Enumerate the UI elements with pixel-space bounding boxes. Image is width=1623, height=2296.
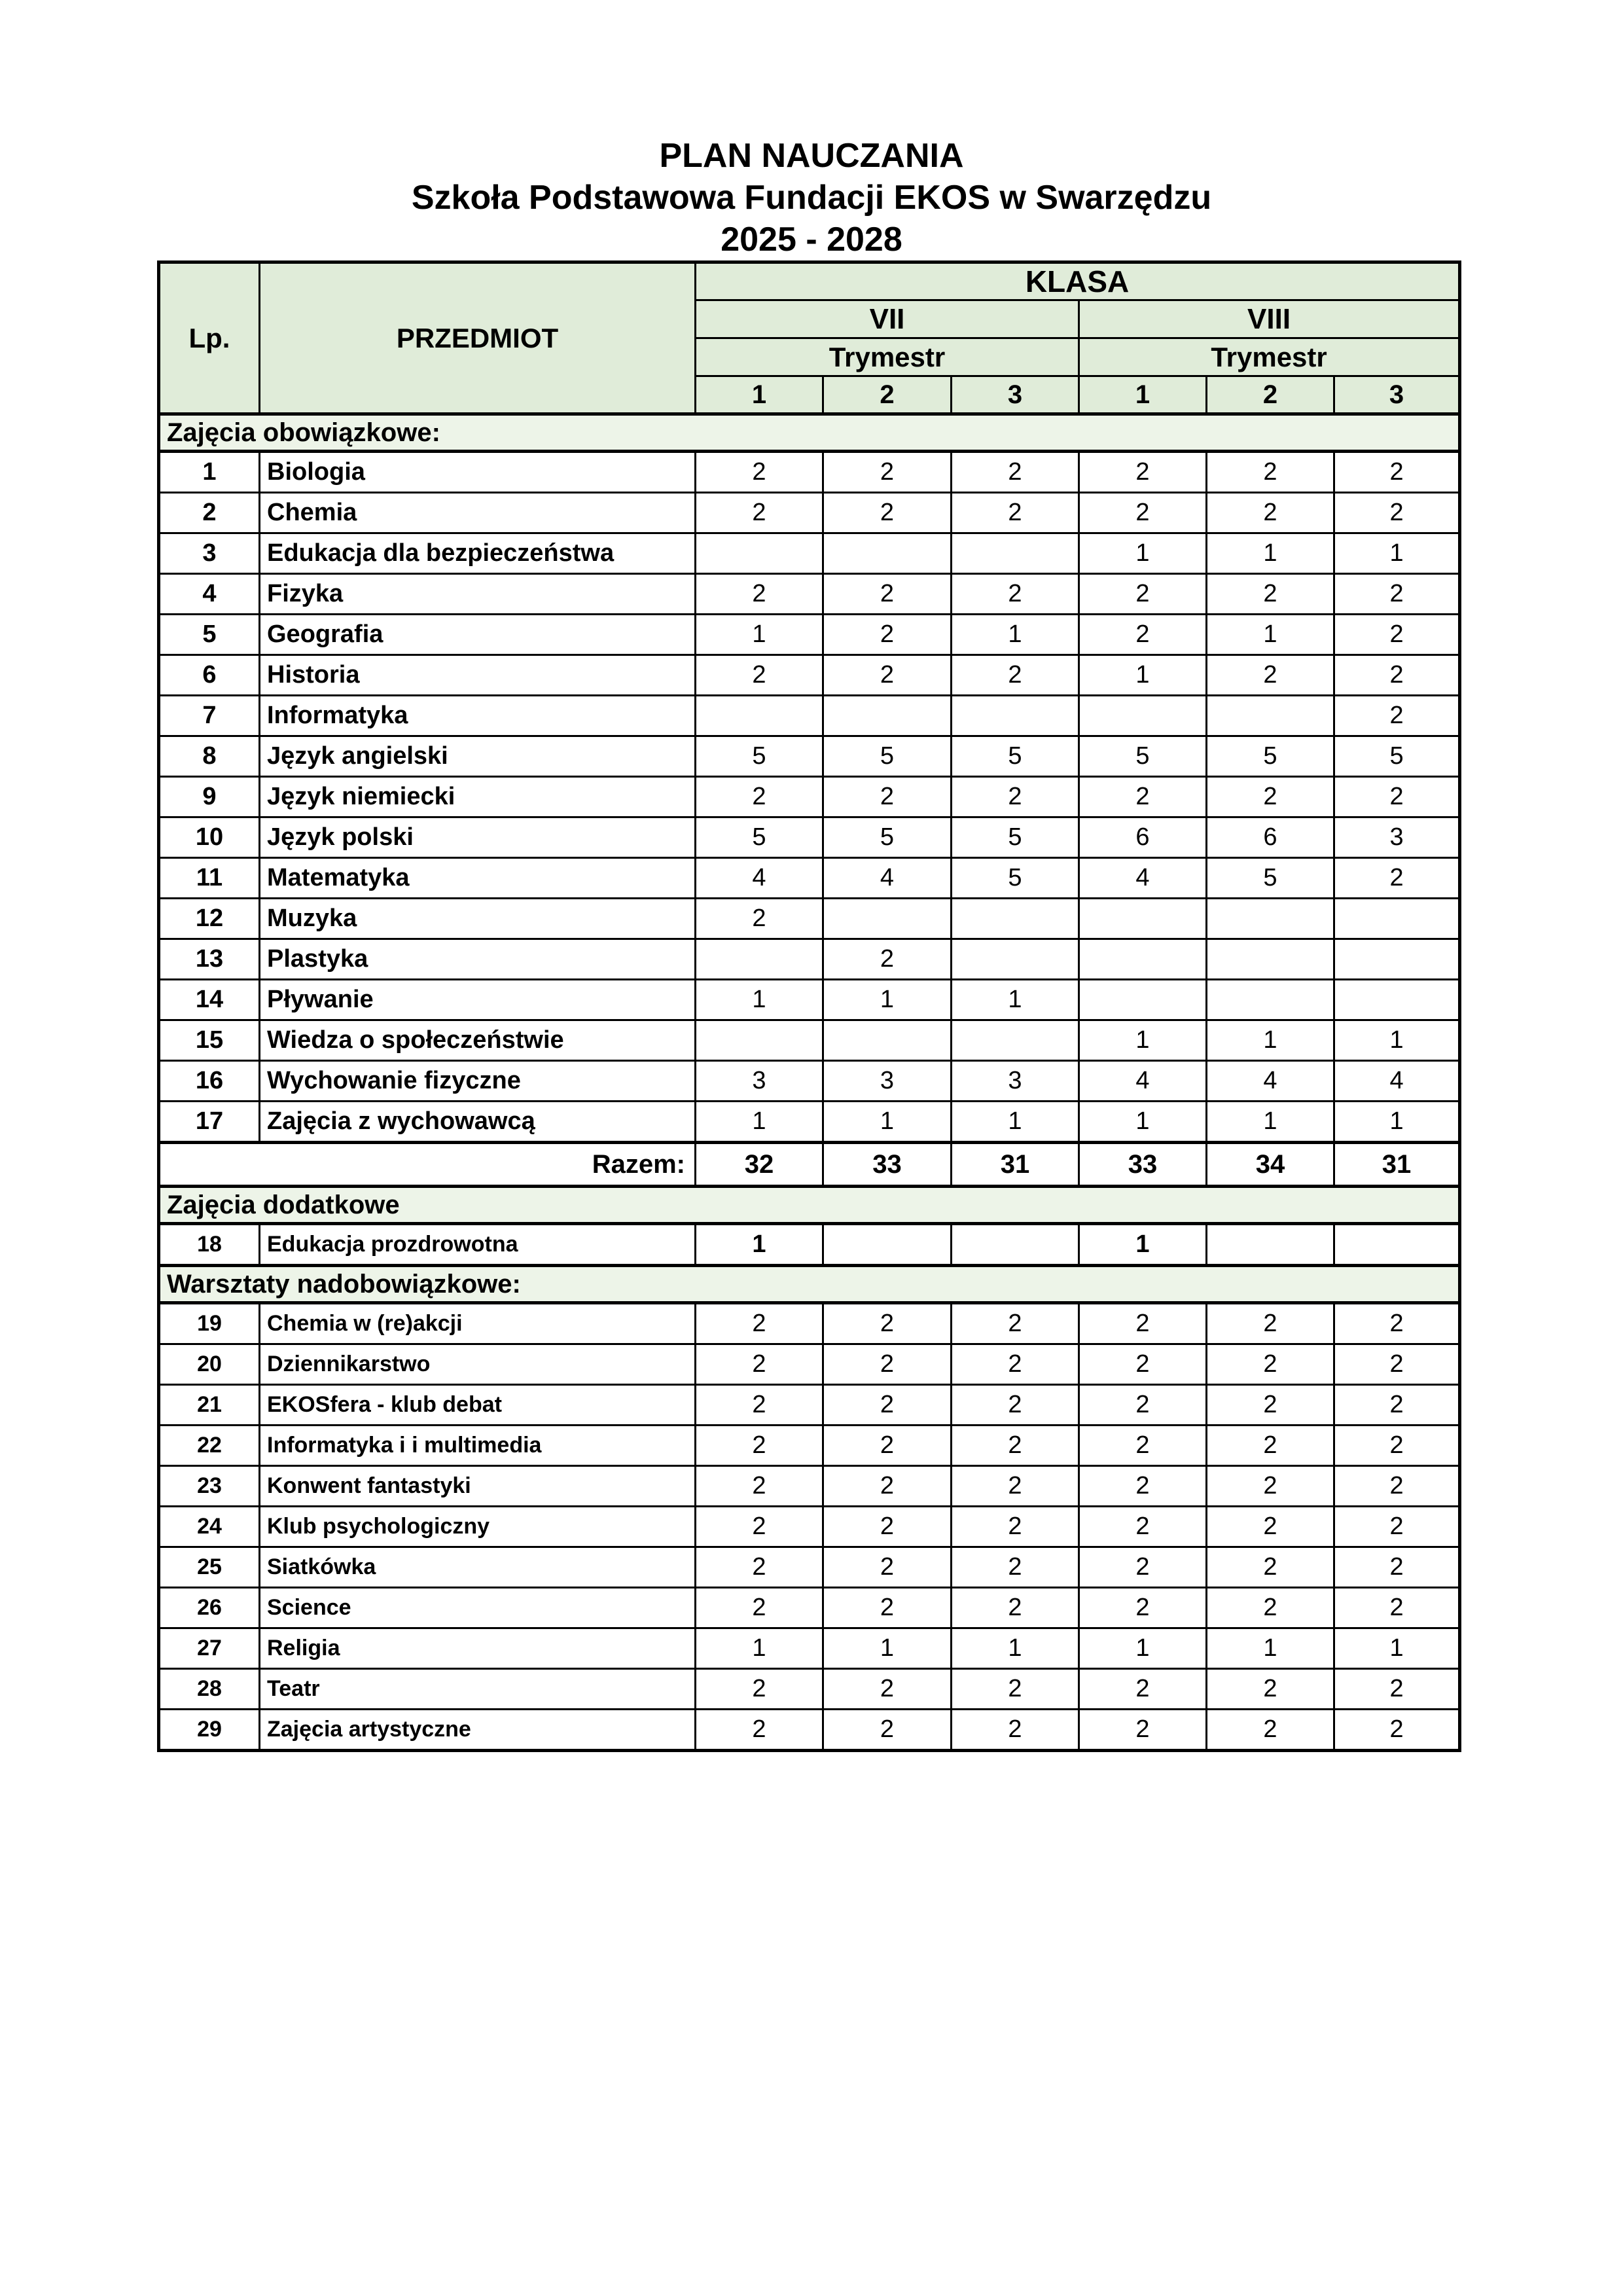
hours-value: [696, 533, 823, 574]
hours-value: 2: [1079, 1710, 1207, 1751]
hours-value: [952, 1020, 1079, 1061]
hours-value: 2: [1207, 1466, 1334, 1507]
hours-value: 1: [823, 1102, 952, 1143]
hours-value: 2: [696, 655, 823, 696]
row-number: 13: [159, 939, 260, 980]
hours-value: 2: [696, 899, 823, 939]
hours-value: [952, 1224, 1079, 1266]
row-number: 12: [159, 899, 260, 939]
total-value: 32: [696, 1143, 823, 1187]
hours-value: 3: [1334, 817, 1460, 858]
subject-name: Chemia w (re)akcji: [260, 1303, 696, 1344]
subject-name: Wychowanie fizyczne: [260, 1061, 696, 1102]
hours-value: [696, 939, 823, 980]
row-number: 1: [159, 452, 260, 493]
col-header-przedmiot: PRZEDMIOT: [260, 262, 696, 414]
hours-value: 2: [823, 615, 952, 655]
hours-value: 2: [952, 1588, 1079, 1628]
hours-value: [1334, 1224, 1460, 1266]
hours-value: 2: [1207, 1710, 1334, 1751]
hours-value: 2: [1079, 1466, 1207, 1507]
hours-value: 5: [952, 736, 1079, 777]
hours-value: [1334, 899, 1460, 939]
hours-value: 1: [1079, 1102, 1207, 1143]
hours-value: [1079, 939, 1207, 980]
col-header-klasa: KLASA: [696, 262, 1460, 300]
hours-value: [696, 1020, 823, 1061]
hours-value: 2: [823, 1547, 952, 1588]
row-number: 26: [159, 1588, 260, 1628]
hours-value: 2: [952, 1547, 1079, 1588]
subject-name: Teatr: [260, 1669, 696, 1710]
hours-value: 2: [1079, 777, 1207, 817]
hours-value: 2: [696, 1426, 823, 1466]
subject-name: Wiedza o społeczeństwie: [260, 1020, 696, 1061]
hours-value: 5: [696, 817, 823, 858]
hours-value: [1207, 899, 1334, 939]
hours-value: 2: [1334, 1547, 1460, 1588]
hours-value: 2: [1334, 1507, 1460, 1547]
hours-value: 1: [952, 980, 1079, 1020]
hours-value: 2: [1207, 452, 1334, 493]
subject-name: Plastyka: [260, 939, 696, 980]
hours-value: 2: [1207, 1507, 1334, 1547]
hours-value: 2: [1079, 1344, 1207, 1385]
hours-value: [1079, 899, 1207, 939]
hours-value: 1: [1079, 1628, 1207, 1669]
hours-value: 2: [952, 1669, 1079, 1710]
hours-value: 5: [823, 736, 952, 777]
hours-value: 1: [696, 1224, 823, 1266]
hours-value: 1: [1334, 1102, 1460, 1143]
subject-name: Język niemiecki: [260, 777, 696, 817]
col-header-trimester-3: 3: [952, 376, 1079, 414]
hours-value: 2: [1334, 452, 1460, 493]
hours-value: [952, 696, 1079, 736]
subject-name: Biologia: [260, 452, 696, 493]
hours-value: 2: [1079, 1385, 1207, 1426]
hours-value: 2: [696, 1710, 823, 1751]
hours-value: 2: [696, 1344, 823, 1385]
hours-value: 3: [952, 1061, 1079, 1102]
hours-value: [952, 899, 1079, 939]
hours-value: 2: [1334, 1385, 1460, 1426]
row-number: 11: [159, 858, 260, 899]
hours-value: 2: [1334, 1710, 1460, 1751]
hours-value: 1: [696, 1102, 823, 1143]
row-number: 20: [159, 1344, 260, 1385]
title-line-school: Szkoła Podstawowa Fundacji EKOS w Swarzędzu: [411, 179, 1212, 217]
hours-value: 2: [1207, 655, 1334, 696]
hours-value: [823, 696, 952, 736]
hours-value: 1: [1207, 1102, 1334, 1143]
row-number: 15: [159, 1020, 260, 1061]
document-title-block: [0, 135, 1623, 260]
subject-name: Historia: [260, 655, 696, 696]
hours-value: 2: [1207, 1303, 1334, 1344]
hours-value: 2: [823, 1466, 952, 1507]
hours-value: 4: [1079, 858, 1207, 899]
col-header-class-viii: VIII: [1079, 300, 1460, 338]
row-number: 2: [159, 493, 260, 533]
teaching-plan-table: [157, 260, 1461, 1752]
row-number: 28: [159, 1669, 260, 1710]
title-line-main: PLAN NAUCZANIA: [659, 137, 964, 175]
hours-value: 1: [696, 615, 823, 655]
hours-value: 2: [1334, 1344, 1460, 1385]
hours-value: 2: [1207, 1344, 1334, 1385]
hours-value: 2: [952, 1710, 1079, 1751]
hours-value: 2: [823, 1669, 952, 1710]
subject-name: Klub psychologiczny: [260, 1507, 696, 1547]
hours-value: 1: [1079, 533, 1207, 574]
col-header-trimester-1: 1: [696, 376, 823, 414]
hours-value: 1: [1207, 533, 1334, 574]
hours-value: 1: [952, 615, 1079, 655]
subject-name: Edukacja dla bezpieczeństwa: [260, 533, 696, 574]
row-number: 25: [159, 1547, 260, 1588]
hours-value: 1: [823, 980, 952, 1020]
col-header-trimester-2: 2: [823, 376, 952, 414]
hours-value: [952, 533, 1079, 574]
row-number: 4: [159, 574, 260, 615]
hours-value: 2: [1207, 574, 1334, 615]
col-header-trymestr-vii: Trymestr: [696, 338, 1079, 376]
hours-value: 2: [823, 1344, 952, 1385]
row-number: 9: [159, 777, 260, 817]
total-value: 33: [1079, 1143, 1207, 1187]
row-number: 14: [159, 980, 260, 1020]
hours-value: 1: [1079, 655, 1207, 696]
row-number: 17: [159, 1102, 260, 1143]
hours-value: 2: [1079, 452, 1207, 493]
hours-value: 2: [1334, 493, 1460, 533]
hours-value: 2: [952, 574, 1079, 615]
hours-value: 2: [1079, 1547, 1207, 1588]
hours-value: 2: [1079, 1588, 1207, 1628]
hours-value: [1207, 696, 1334, 736]
hours-value: 5: [1334, 736, 1460, 777]
hours-value: [1334, 939, 1460, 980]
hours-value: 5: [696, 736, 823, 777]
hours-value: 3: [696, 1061, 823, 1102]
subject-name: Informatyka i i multimedia: [260, 1426, 696, 1466]
hours-value: 2: [696, 1588, 823, 1628]
hours-value: 1: [696, 980, 823, 1020]
hours-value: 2: [1207, 1426, 1334, 1466]
hours-value: 2: [1207, 777, 1334, 817]
subject-name: Język angielski: [260, 736, 696, 777]
subject-name: Edukacja prozdrowotna: [260, 1224, 696, 1266]
hours-value: 2: [823, 574, 952, 615]
hours-value: 1: [696, 1628, 823, 1669]
table-body: [159, 414, 1460, 1751]
hours-value: [823, 899, 952, 939]
total-value: 31: [952, 1143, 1079, 1187]
hours-value: [1207, 980, 1334, 1020]
hours-value: 2: [1334, 655, 1460, 696]
hours-value: [1207, 939, 1334, 980]
total-value: 34: [1207, 1143, 1334, 1187]
section-header-label: Zajęcia dodatkowe: [159, 1187, 1460, 1224]
hours-value: 4: [1207, 1061, 1334, 1102]
row-number: 19: [159, 1303, 260, 1344]
hours-value: [823, 1224, 952, 1266]
hours-value: 2: [1079, 1669, 1207, 1710]
hours-value: 2: [1079, 1507, 1207, 1547]
hours-value: 2: [1207, 1385, 1334, 1426]
hours-value: 2: [952, 1426, 1079, 1466]
row-number: 22: [159, 1426, 260, 1466]
hours-value: 1: [1079, 1020, 1207, 1061]
hours-value: [952, 939, 1079, 980]
hours-value: 2: [823, 939, 952, 980]
subject-name: Język polski: [260, 817, 696, 858]
hours-value: 5: [1079, 736, 1207, 777]
hours-value: 2: [696, 1466, 823, 1507]
row-number: 29: [159, 1710, 260, 1751]
row-number: 6: [159, 655, 260, 696]
hours-value: 2: [1079, 615, 1207, 655]
row-number: 3: [159, 533, 260, 574]
hours-value: 2: [823, 452, 952, 493]
hours-value: 6: [1079, 817, 1207, 858]
hours-value: 2: [1334, 696, 1460, 736]
hours-value: 2: [823, 777, 952, 817]
hours-value: 2: [1334, 1303, 1460, 1344]
hours-value: 2: [823, 655, 952, 696]
hours-value: 2: [952, 777, 1079, 817]
hours-value: 2: [823, 1507, 952, 1547]
subject-name: Fizyka: [260, 574, 696, 615]
hours-value: 2: [952, 493, 1079, 533]
hours-value: [1207, 1224, 1334, 1266]
hours-value: 2: [823, 1588, 952, 1628]
subject-name: Siatkówka: [260, 1547, 696, 1588]
hours-value: 2: [952, 1466, 1079, 1507]
hours-value: 2: [696, 493, 823, 533]
hours-value: 2: [1334, 1466, 1460, 1507]
row-number: 5: [159, 615, 260, 655]
hours-value: 3: [823, 1061, 952, 1102]
row-number: 21: [159, 1385, 260, 1426]
hours-value: 2: [1207, 1588, 1334, 1628]
row-number: 16: [159, 1061, 260, 1102]
table-header: [159, 262, 1460, 414]
hours-value: 2: [1207, 1669, 1334, 1710]
hours-value: 4: [1334, 1061, 1460, 1102]
col-header-trimester-6: 3: [1334, 376, 1460, 414]
hours-value: [1079, 696, 1207, 736]
subject-name: Chemia: [260, 493, 696, 533]
subject-name: Informatyka: [260, 696, 696, 736]
hours-value: [1334, 980, 1460, 1020]
hours-value: 2: [1334, 777, 1460, 817]
hours-value: 1: [1207, 1628, 1334, 1669]
hours-value: 5: [1207, 736, 1334, 777]
row-number: 8: [159, 736, 260, 777]
subject-name: Zajęcia z wychowawcą: [260, 1102, 696, 1143]
hours-value: 2: [823, 1710, 952, 1751]
row-number: 23: [159, 1466, 260, 1507]
hours-value: 1: [1334, 533, 1460, 574]
hours-value: 2: [1334, 574, 1460, 615]
hours-value: 2: [696, 1547, 823, 1588]
hours-value: 2: [952, 1344, 1079, 1385]
subject-name: EKOSfera - klub debat: [260, 1385, 696, 1426]
hours-value: 1: [823, 1628, 952, 1669]
subject-name: Science: [260, 1588, 696, 1628]
title-line-years: 2025 - 2028: [721, 221, 902, 259]
hours-value: 2: [952, 1507, 1079, 1547]
hours-value: 1: [1079, 1224, 1207, 1266]
row-number: 27: [159, 1628, 260, 1669]
subject-name: Geografia: [260, 615, 696, 655]
subject-name: Religia: [260, 1628, 696, 1669]
row-number: 10: [159, 817, 260, 858]
hours-value: 2: [952, 1385, 1079, 1426]
total-label: Razem:: [159, 1143, 696, 1187]
subject-name: Dziennikarstwo: [260, 1344, 696, 1385]
hours-value: 2: [1207, 493, 1334, 533]
section-header-label: Zajęcia obowiązkowe:: [159, 414, 1460, 452]
total-value: 33: [823, 1143, 952, 1187]
hours-value: 2: [696, 1385, 823, 1426]
hours-value: 2: [823, 1303, 952, 1344]
hours-value: [696, 696, 823, 736]
section-header-label: Warsztaty nadobowiązkowe:: [159, 1266, 1460, 1303]
hours-value: 2: [823, 1385, 952, 1426]
subject-name: Pływanie: [260, 980, 696, 1020]
hours-value: 1: [1334, 1020, 1460, 1061]
hours-value: 2: [952, 1303, 1079, 1344]
hours-value: 1: [952, 1102, 1079, 1143]
hours-value: [823, 1020, 952, 1061]
subject-name: Muzyka: [260, 899, 696, 939]
col-header-trymestr-viii: Trymestr: [1079, 338, 1460, 376]
hours-value: 2: [1079, 1426, 1207, 1466]
hours-value: 4: [823, 858, 952, 899]
hours-value: 2: [1334, 1669, 1460, 1710]
hours-value: 2: [1334, 1588, 1460, 1628]
subject-name: Zajęcia artystyczne: [260, 1710, 696, 1751]
hours-value: 1: [952, 1628, 1079, 1669]
row-number: 18: [159, 1224, 260, 1266]
hours-value: 2: [696, 1669, 823, 1710]
hours-value: 1: [1207, 1020, 1334, 1061]
hours-value: 2: [823, 1426, 952, 1466]
hours-value: 2: [952, 655, 1079, 696]
row-number: 24: [159, 1507, 260, 1547]
hours-value: 2: [952, 452, 1079, 493]
hours-value: 5: [1207, 858, 1334, 899]
hours-value: 4: [696, 858, 823, 899]
hours-value: 5: [823, 817, 952, 858]
hours-value: 1: [1207, 615, 1334, 655]
hours-value: 1: [1334, 1628, 1460, 1669]
hours-value: 2: [1079, 493, 1207, 533]
hours-value: 2: [696, 1507, 823, 1547]
col-header-trimester-4: 1: [1079, 376, 1207, 414]
hours-value: 2: [1334, 615, 1460, 655]
hours-value: 2: [823, 493, 952, 533]
row-number: 7: [159, 696, 260, 736]
hours-value: 2: [696, 574, 823, 615]
subject-name: Konwent fantastyki: [260, 1466, 696, 1507]
hours-value: 2: [1079, 574, 1207, 615]
hours-value: 6: [1207, 817, 1334, 858]
hours-value: 2: [696, 777, 823, 817]
hours-value: 2: [696, 452, 823, 493]
total-value: 31: [1334, 1143, 1460, 1187]
hours-value: 2: [1207, 1547, 1334, 1588]
hours-value: [823, 533, 952, 574]
hours-value: 2: [1334, 858, 1460, 899]
col-header-lp: Lp.: [159, 262, 260, 414]
hours-value: 5: [952, 858, 1079, 899]
hours-value: 2: [1079, 1303, 1207, 1344]
hours-value: 2: [1334, 1426, 1460, 1466]
col-header-trimester-5: 2: [1207, 376, 1334, 414]
col-header-class-vii: VII: [696, 300, 1079, 338]
hours-value: 4: [1079, 1061, 1207, 1102]
hours-value: 5: [952, 817, 1079, 858]
hours-value: 2: [696, 1303, 823, 1344]
subject-name: Matematyka: [260, 858, 696, 899]
hours-value: [1079, 980, 1207, 1020]
